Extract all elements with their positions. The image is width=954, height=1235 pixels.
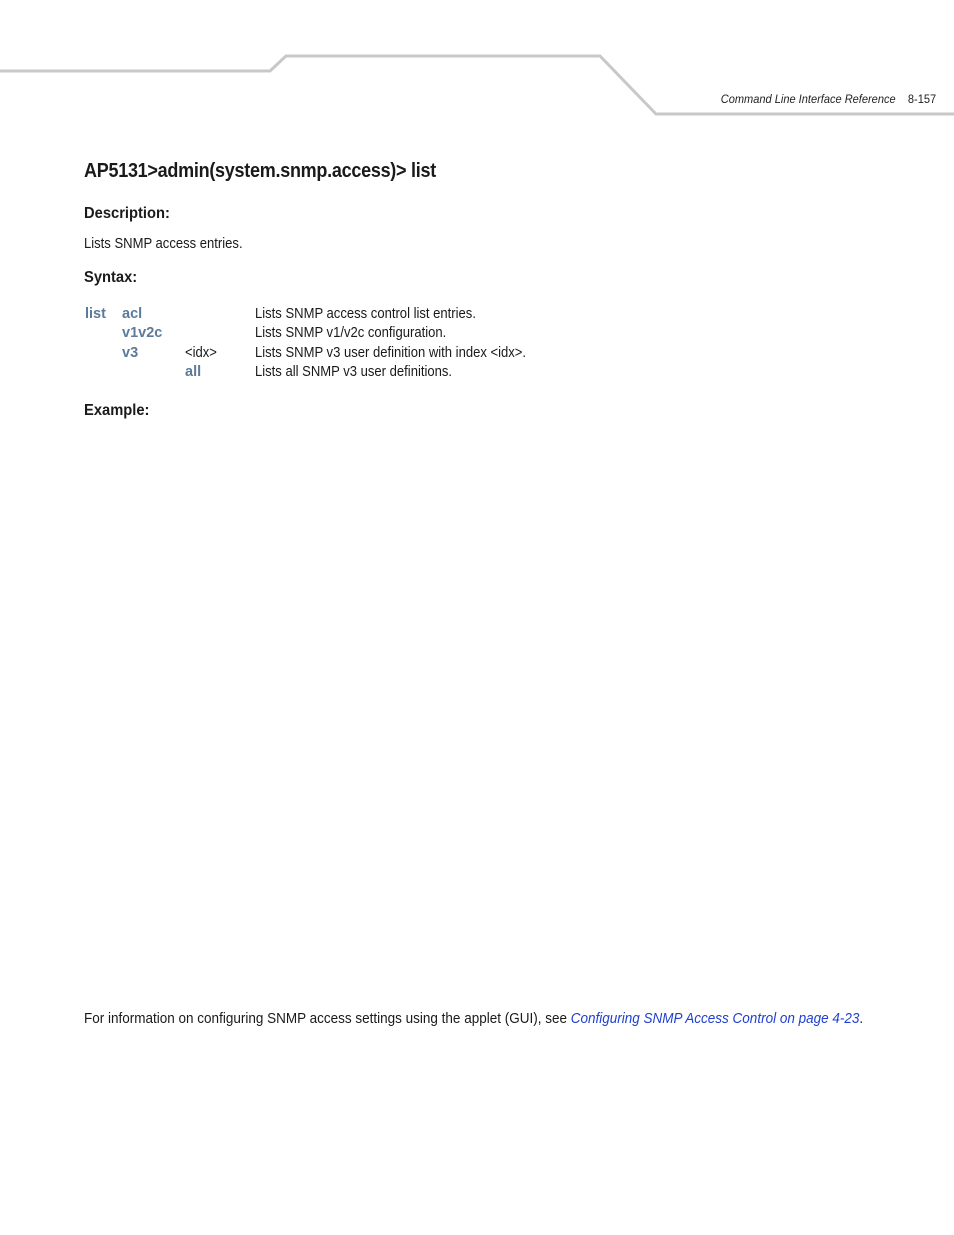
syntax-keyword-list: list: [85, 306, 106, 322]
description-text: Lists SNMP access entries.: [84, 236, 243, 252]
syntax-arg-v1v2c: v1v2c: [122, 325, 163, 341]
gui-reference-text: For information on configuring SNMP access settings using the applet (GUI), see: [84, 1010, 571, 1027]
syntax-arg-acl: acl: [122, 306, 143, 322]
syntax-desc: Lists SNMP v1/v2c configuration.: [255, 325, 447, 341]
page-number: 8-157: [907, 92, 936, 106]
syntax-desc: Lists all SNMP v3 user definitions.: [255, 364, 453, 380]
gui-reference-note: [84, 1010, 863, 1027]
syntax-arg-v3: v3: [122, 345, 139, 361]
syntax-desc: Lists SNMP v3 user definition with index <idx>.: [255, 345, 527, 361]
syntax-param-idx: <idx>: [185, 345, 217, 361]
command-heading: AP5131>admin(system.snmp.access)> list: [84, 160, 436, 182]
syntax-param-all: all: [185, 364, 202, 380]
syntax-table: [84, 306, 904, 386]
gui-reference-link[interactable]: Configuring SNMP Access Control on page 4-23: [570, 1010, 860, 1027]
syntax-heading: Syntax:: [84, 269, 138, 286]
example-heading: Example:: [84, 402, 150, 419]
main-content: [84, 160, 904, 420]
running-header-title: Command Line Interface Reference: [720, 92, 896, 106]
description-heading: Description:: [84, 205, 170, 222]
running-header: [721, 92, 936, 106]
gui-reference-period: .: [859, 1010, 864, 1027]
syntax-desc: Lists SNMP access control list entries.: [255, 306, 476, 322]
